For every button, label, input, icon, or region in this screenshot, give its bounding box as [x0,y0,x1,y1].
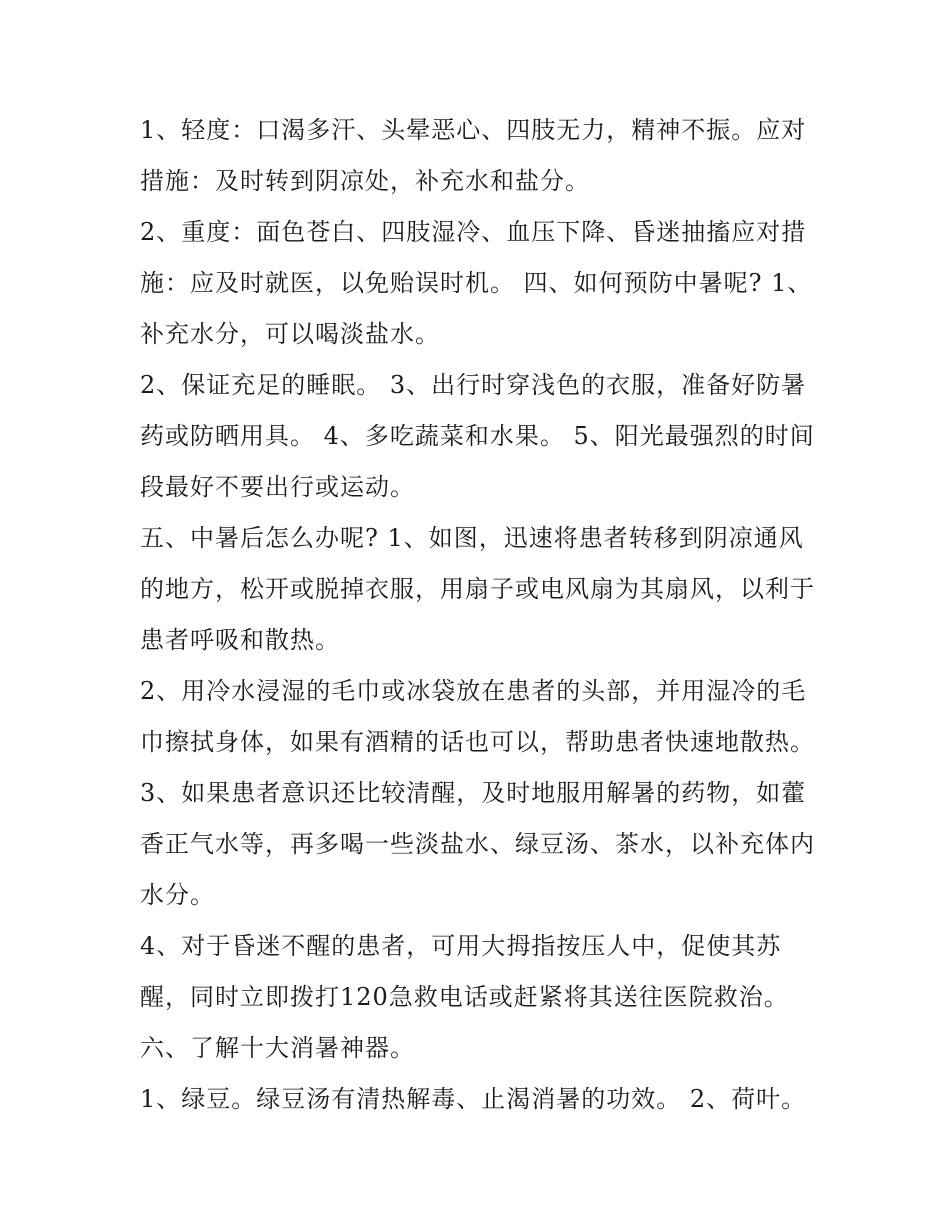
text-line: 香正气水等，再多喝一些淡盐水、绿豆汤、茶水，以补充体内 [140,830,815,858]
text-line: 措施：及时转到阴凉处，补充水和盐分。 [140,167,590,195]
text-line: 补充水分，可以喝淡盐水。 [140,320,440,348]
text-line: 2、用冷水浸湿的毛巾或冰袋放在患者的头部，并用湿冷的毛 [140,677,807,705]
text-line: 醒，同时立即拨打120急救电话或赶紧将其送往医院救治。 [140,983,789,1011]
text-line: 患者呼吸和散热。 [140,626,340,654]
text-line: 2、重度：面色苍白、四肢湿冷、血压下降、昏迷抽搐应对措 [140,218,807,246]
text-line: 的地方，松开或脱掉衣服，用扇子或电风扇为其扇风，以利于 [140,575,815,603]
text-line: 水分。 [140,881,215,909]
text-line: 1、轻度：口渴多汗、头晕恶心、四肢无力，精神不振。应对 [140,116,807,144]
text-line: 1、绿豆。绿豆汤有清热解毒、止渴消暑的功效。 2、荷叶。 [140,1085,807,1113]
document-body [140,108,820,1128]
text-line: 六、了解十大消暑神器。 [140,1034,415,1062]
text-line: 3、如果患者意识还比较清醒，及时地服用解暑的药物，如藿 [140,779,807,807]
text-line: 2、保证充足的睡眠。 3、出行时穿浅色的衣服，准备好防暑 [140,371,807,399]
text-line: 段最好不要出行或运动。 [140,473,415,501]
text-line: 五、中暑后怎么办呢? 1、如图，迅速将患者转移到阴凉通风 [140,524,804,552]
text-line: 4、对于昏迷不醒的患者，可用大拇指按压人中，促使其苏 [140,932,782,960]
text-line: 施：应及时就医，以免贻误时机。 四、如何预防中暑呢? 1、 [140,269,813,297]
text-line: 药或防晒用具。 4、多吃蔬菜和水果。 5、阳光最强烈的时间 [140,422,815,450]
text-line: 巾擦拭身体，如果有酒精的话也可以，帮助患者快速地散热。 [140,728,815,756]
